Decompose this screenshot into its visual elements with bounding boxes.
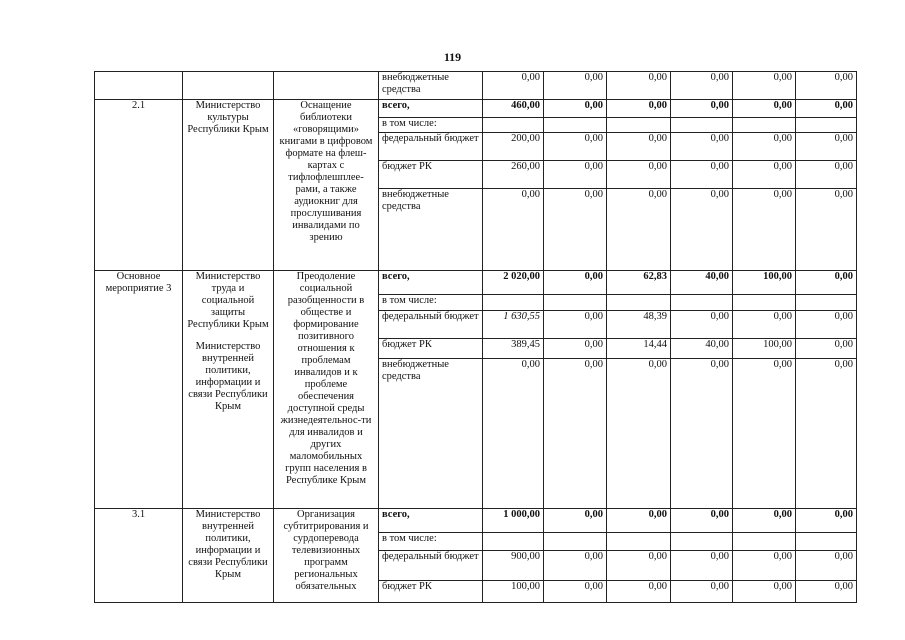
- value-cell: 1 000,00: [483, 509, 544, 533]
- executor-text: Министерство внутренней политики, информации и связи Республики Крым: [188, 509, 268, 580]
- value-cell: 0,00: [671, 311, 733, 339]
- table-body: [95, 72, 857, 603]
- page-number: 119: [443, 50, 462, 64]
- value-cell: 0,00: [796, 133, 857, 161]
- executor-cell: [183, 100, 274, 271]
- value-cell: 1 630,55: [483, 311, 544, 339]
- event-cell: [274, 72, 379, 100]
- value-cell: 0,00: [544, 100, 607, 118]
- value-cell: 0,00: [607, 100, 671, 118]
- value-cell: 0,00: [796, 72, 857, 100]
- value-cell: 0,00: [733, 161, 796, 189]
- value-cell: 0,00: [671, 100, 733, 118]
- value-cell: 200,00: [483, 133, 544, 161]
- value-cell: [733, 533, 796, 551]
- value-cell: 0,00: [733, 189, 796, 271]
- value-cell: 0,00: [544, 359, 607, 509]
- value-cell: 0,00: [733, 311, 796, 339]
- value-cell: 0,00: [796, 161, 857, 189]
- value-cell: 100,00: [483, 581, 544, 603]
- value-cell: 900,00: [483, 551, 544, 581]
- table-row: [95, 271, 857, 295]
- value-cell: 0,00: [544, 339, 607, 359]
- value-cell: 0,00: [796, 551, 857, 581]
- value-cell: 0,00: [733, 100, 796, 118]
- value-cell: 0,00: [671, 509, 733, 533]
- source-cell: бюджет РК: [379, 581, 483, 603]
- source-cell: всего,: [379, 271, 483, 295]
- value-cell: 0,00: [671, 133, 733, 161]
- value-cell: 0,00: [671, 72, 733, 100]
- value-cell: 0,00: [671, 161, 733, 189]
- value-cell: 0,00: [796, 581, 857, 603]
- value-cell: [544, 118, 607, 133]
- value-cell: 0,00: [796, 100, 857, 118]
- value-cell: 0,00: [733, 133, 796, 161]
- value-cell: 0,00: [607, 509, 671, 533]
- value-cell: [796, 533, 857, 551]
- value-cell: 0,00: [544, 551, 607, 581]
- value-cell: 100,00: [733, 339, 796, 359]
- item-number: Основное мероприятие 3: [95, 271, 183, 509]
- value-cell: 0,00: [544, 161, 607, 189]
- executor-cell: [183, 72, 274, 100]
- value-cell: 389,45: [483, 339, 544, 359]
- value-cell: 0,00: [796, 271, 857, 295]
- value-cell: 460,00: [483, 100, 544, 118]
- value-cell: 0,00: [544, 509, 607, 533]
- value-cell: [671, 118, 733, 133]
- value-cell: 0,00: [733, 72, 796, 100]
- value-cell: 62,83: [607, 271, 671, 295]
- value-cell: 0,00: [483, 359, 544, 509]
- value-cell: 0,00: [671, 551, 733, 581]
- source-cell: в том числе:: [379, 118, 483, 133]
- event-description: Оснащение библиотеки «говорящими» книгами в цифровом формате на флеш-картах с тифлофлешплее-рами, а также аудиокниг для прослушивания инвалидами по зрению: [274, 100, 379, 271]
- event-description: Преодоление социальной разобщенности в обществе и формирование позитивного отношения к проблемам инвалидов и к проблеме обеспечения доступной среды жизнедеятельнос-ти для инвалидов и других маломобильных групп населения в Республике Крым: [274, 271, 379, 509]
- value-cell: 0,00: [544, 271, 607, 295]
- value-cell: 0,00: [796, 311, 857, 339]
- value-cell: [671, 533, 733, 551]
- value-cell: 0,00: [544, 311, 607, 339]
- source-cell: всего,: [379, 100, 483, 118]
- budget-table: [94, 71, 857, 603]
- value-cell: [671, 295, 733, 311]
- value-cell: 14,44: [607, 339, 671, 359]
- table-row: [95, 100, 857, 118]
- value-cell: 0,00: [607, 551, 671, 581]
- source-cell: внебюджетные средства: [379, 359, 483, 509]
- source-cell: внебюджетные средства: [379, 189, 483, 271]
- value-cell: 0,00: [544, 189, 607, 271]
- value-cell: [483, 295, 544, 311]
- value-cell: 0,00: [796, 509, 857, 533]
- value-cell: 0,00: [607, 359, 671, 509]
- value-cell: 0,00: [544, 72, 607, 100]
- value-cell: [607, 118, 671, 133]
- value-cell: 0,00: [607, 133, 671, 161]
- source-cell: бюджет РК: [379, 161, 483, 189]
- value-cell: 0,00: [796, 189, 857, 271]
- value-cell: [733, 295, 796, 311]
- value-cell: [796, 118, 857, 133]
- value-cell: [483, 533, 544, 551]
- value-cell: 0,00: [607, 189, 671, 271]
- table-row: [95, 72, 857, 100]
- value-cell: 260,00: [483, 161, 544, 189]
- value-cell: 0,00: [796, 359, 857, 509]
- value-cell: [796, 295, 857, 311]
- value-cell: 0,00: [483, 189, 544, 271]
- source-cell: всего,: [379, 509, 483, 533]
- value-cell: 0,00: [607, 581, 671, 603]
- executor-text: Министерство культуры Республики Крым: [187, 100, 269, 135]
- value-cell: 0,00: [544, 133, 607, 161]
- value-cell: 0,00: [671, 189, 733, 271]
- value-cell: 0,00: [733, 359, 796, 509]
- value-cell: [544, 533, 607, 551]
- value-cell: [733, 118, 796, 133]
- source-cell: федеральный бюджет: [379, 311, 483, 339]
- value-cell: 0,00: [671, 581, 733, 603]
- source-cell: в том числе:: [379, 533, 483, 551]
- item-number: 2.1: [95, 100, 183, 271]
- value-cell: 40,00: [671, 271, 733, 295]
- value-cell: 100,00: [733, 271, 796, 295]
- value-cell: 2 020,00: [483, 271, 544, 295]
- source-cell: федеральный бюджет: [379, 133, 483, 161]
- value-cell: 48,39: [607, 311, 671, 339]
- executor-cell: [183, 271, 274, 509]
- value-cell: 0,00: [483, 72, 544, 100]
- value-cell: [607, 533, 671, 551]
- source-cell: в том числе:: [379, 295, 483, 311]
- value-cell: 0,00: [671, 359, 733, 509]
- value-cell: [607, 295, 671, 311]
- value-cell: 0,00: [733, 551, 796, 581]
- value-cell: 0,00: [733, 509, 796, 533]
- value-cell: 0,00: [796, 339, 857, 359]
- event-description: Организация субтитрирования и сурдоперевода телевизионных программ региональных обязательных: [274, 509, 379, 603]
- item-number: 3.1: [95, 509, 183, 603]
- value-cell: 0,00: [607, 72, 671, 100]
- executor-text: Министерство труда и социальной защиты Республики Крым: [187, 271, 269, 330]
- value-cell: 0,00: [607, 161, 671, 189]
- executor-text: Министерство внутренней политики, информации и связи Республики Крым: [188, 341, 268, 412]
- value-cell: 0,00: [544, 581, 607, 603]
- value-cell: [544, 295, 607, 311]
- number-cell: [95, 72, 183, 100]
- value-cell: 40,00: [671, 339, 733, 359]
- source-cell: федеральный бюджет: [379, 551, 483, 581]
- source-cell: внебюджетные средства: [379, 72, 483, 100]
- source-cell: бюджет РК: [379, 339, 483, 359]
- executor-cell: [183, 509, 274, 603]
- value-cell: [483, 118, 544, 133]
- table-row: [95, 509, 857, 533]
- value-cell: 0,00: [733, 581, 796, 603]
